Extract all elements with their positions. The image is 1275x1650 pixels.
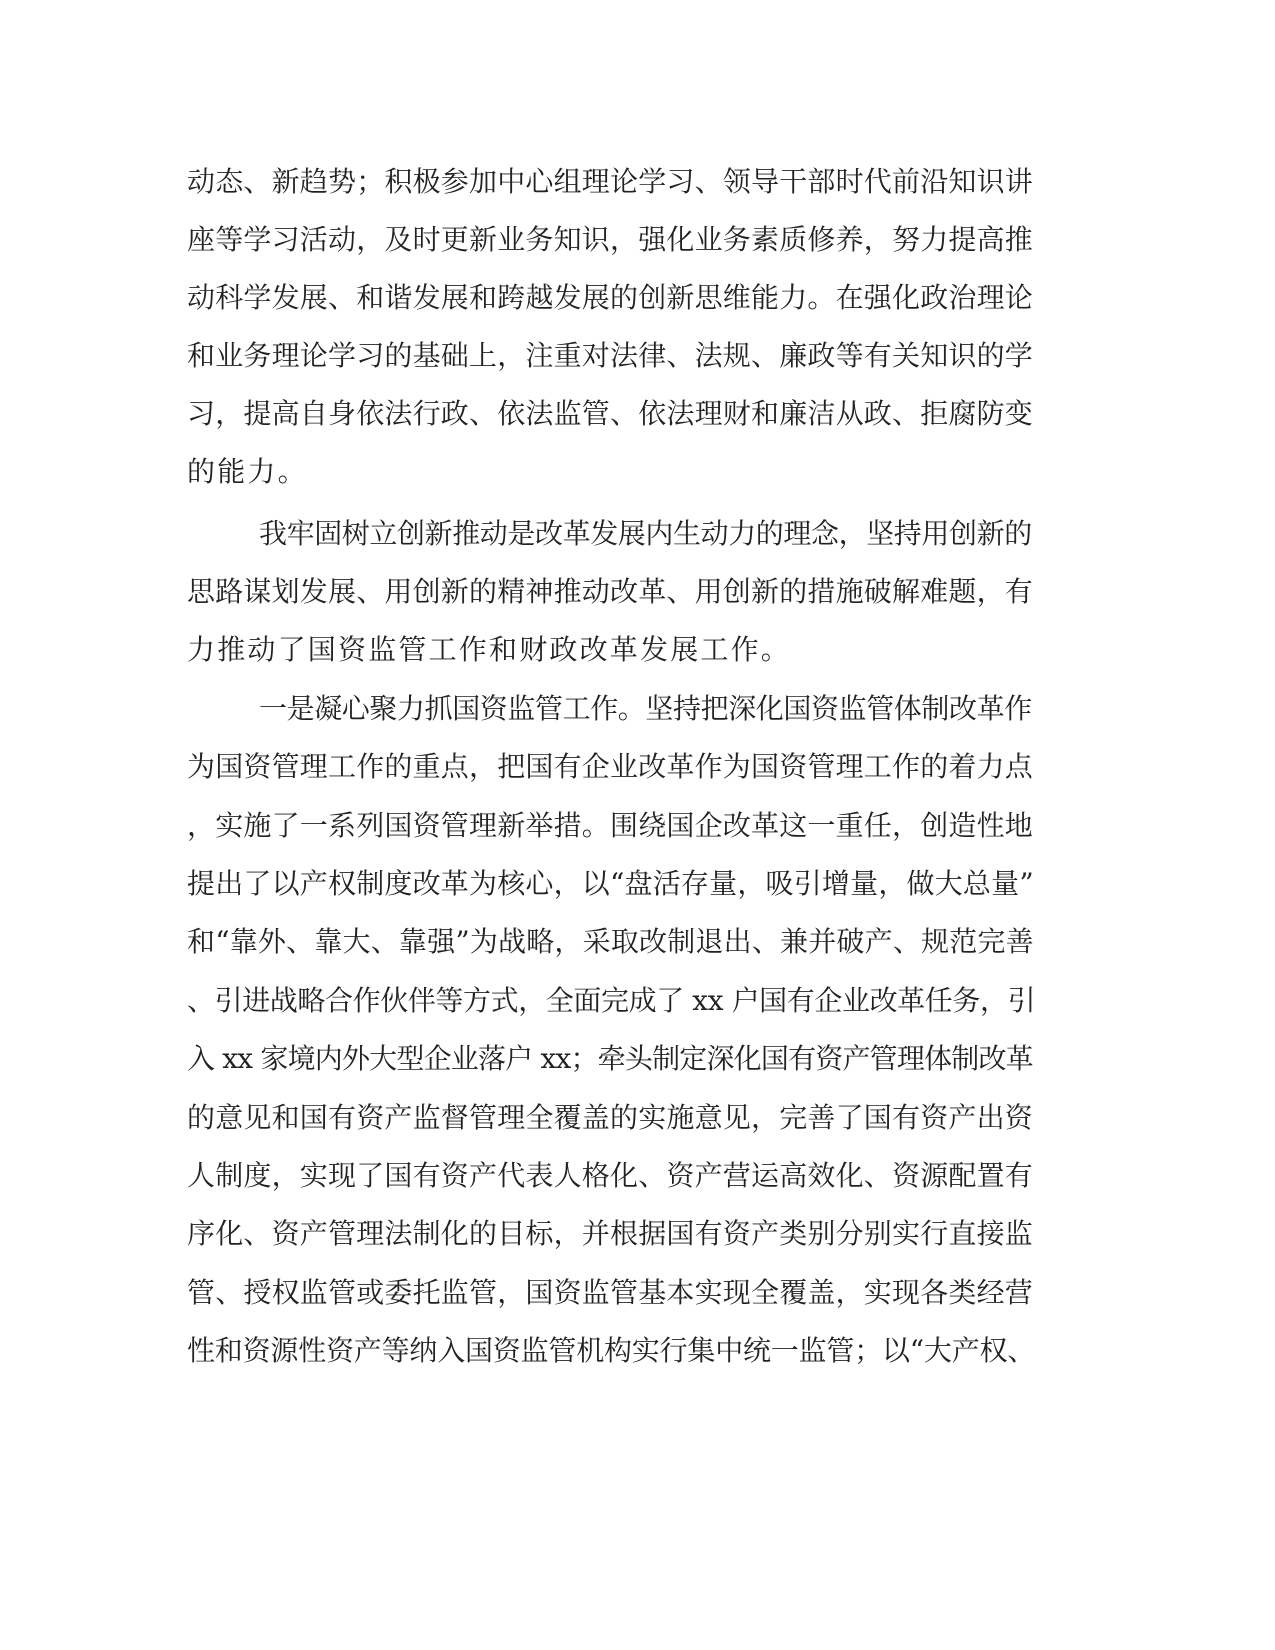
text-line: 力推动了国资监管工作和财政改革发展工作。 [187,633,792,666]
text-line: 思路谋划发展、用创新的精神推动改革、用创新的措施破解难题，有 [187,575,1034,608]
text-line: 的能力。 [187,455,308,488]
text-line: 和业务理论学习的基础上，注重对法律、法规、廉政等有关知识的学 [187,339,1034,372]
text-line: 习，提高自身依法行政、依法监管、依法理财和廉洁从政、拒腐防变 [187,397,1034,430]
text-line: 动态、新趋势；积极参加中心组理论学习、领导干部时代前沿知识讲 [187,165,1034,198]
text-line: 序化、资产管理法制化的目标，并根据国有资产类别分别实行直接监 [187,1217,1034,1250]
text-line: 提出了以产权制度改革为核心，以“盘活存量，吸引增量，做大总量” [187,867,1034,900]
text-line: 的意见和国有资产监督管理全覆盖的实施意见，完善了国有资产出资 [187,1101,1034,1134]
text-line: 入 xx 家境内外大型企业落户 xx；牵头制定深化国有资产管理体制改革 [187,1042,1033,1075]
text-line: 人制度，实现了国有资产代表人格化、资产营运高效化、资源配置有 [187,1159,1034,1192]
text-line: 性和资源性资产等纳入国资监管机构实行集中统一监管；以“大产权、 [187,1334,1036,1367]
text-line: 、引进战略合作伙伴等方式，全面完成了 xx 户国有企业改革任务，引 [187,984,1036,1017]
paragraph-first-line: 我牢固树立创新推动是改革发展内生动力的理念，坚持用创新的 [259,517,1032,550]
text-line: 座等学习活动，及时更新业务知识，强化业务素质修养，努力提高推 [187,223,1034,256]
text-line: 管、授权监管或委托监管，国资监管基本实现全覆盖，实现各类经营 [187,1276,1034,1309]
text-line: 和“靠外、靠大、靠强”为战略，采取改制退出、兼并破产、规范完善 [187,925,1034,958]
paragraph-first-line: 一是凝心聚力抓国资监管工作。坚持把深化国资监管体制改革作 [259,692,1032,725]
text-line: 为国资管理工作的重点，把国有企业改革作为国资管理工作的着力点 [187,750,1034,783]
text-line: 动科学发展、和谐发展和跨越发展的创新思维能力。在强化政治理论 [187,281,1034,314]
text-line: ，实施了一系列国资管理新举措。围绕国企改革这一重任，创造性地 [187,809,1034,842]
